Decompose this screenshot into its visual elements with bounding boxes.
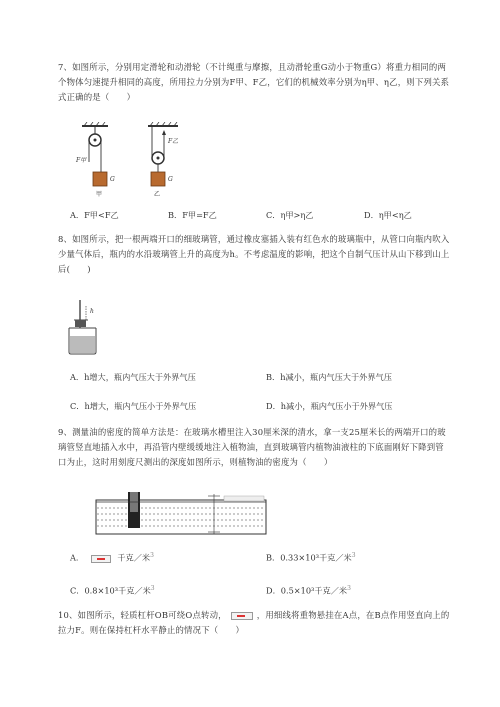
q9-option-d-text: D．0.5×10³千克／米 <box>266 585 348 596</box>
caption-right: 乙 <box>154 191 161 198</box>
q9-option-a-unit-sup: 3 <box>150 552 154 559</box>
q9-option-d-unit-sup: 3 <box>347 585 351 592</box>
q9-option-c <box>70 585 155 597</box>
q7-option-b: B．F甲=F乙 <box>168 210 217 220</box>
q8-option-b: B．h减小，瓶内气压大于外界气压 <box>266 372 392 382</box>
fraction-image <box>91 555 111 563</box>
label-g-left: G <box>110 176 115 183</box>
q8-option-a: A．h增大，瓶内气压大于外界气压 <box>70 372 196 382</box>
question-7-text: 7、如图所示，分别用定滑轮和动滑轮（不计绳重与摩擦，且动滑轮重G动小于物重G）将重力相同的两个物体匀速提升相同的高度，所用拉力分别为F甲、F乙，它们的机械效率分别为η甲、η乙，则下列关系式正确的是（ ） <box>58 62 450 102</box>
q9-option-d <box>266 585 351 597</box>
q9-option-b-unit-sup: 3 <box>351 552 356 559</box>
q7-option-c: C．η甲>η乙 <box>266 210 314 220</box>
barometer-figure <box>66 298 126 356</box>
label-f-right: F乙 <box>168 138 179 145</box>
question-9-text: 9、测量油的密度的简单方法是：在玻璃水槽里注入30厘米深的清水，拿一支25厘米长的两端开口的玻璃管竖直地插入水中，再沿管内壁缓缓地注入植物油，直到玻璃管内植物油液柱的下底面刚好下降到管口为止，这时用刻度尺测出的深度如图所示，则植物油的密度为（ ） <box>58 427 446 467</box>
q9-option-c-unit-sup: 3 <box>150 585 155 592</box>
q9-option-b-text: B．0.33×10³千克／米 <box>266 552 352 563</box>
label-g-right: G <box>168 176 173 183</box>
q7-option-d: D．η甲<η乙 <box>364 210 412 220</box>
q9-option-a <box>70 552 154 564</box>
label-h: h <box>90 308 94 315</box>
pulley-figure <box>78 122 198 202</box>
q8-option-c: C．h增大，瓶内气压小于外界气压 <box>70 401 197 411</box>
q8-option-d: D．h减小，瓶内气压小于外界气压 <box>266 401 393 411</box>
q9-option-a-label: A． <box>70 552 85 563</box>
label-f-left: F甲 <box>76 157 87 164</box>
q9-option-b <box>266 552 356 564</box>
q9-option-c-text: C．0.8×10³千克／米 <box>70 585 151 596</box>
q9-option-a-unit: 千克／米 <box>117 552 151 563</box>
question-8-text: 8、如图所示，把一根两端开口的细玻璃管，通过橡皮塞插入装有红色水的玻璃瓶中，从管口向瓶内吹入少量气体后，瓶内的水沿玻璃管上升的高度为h。不考虑温度的影响，把这个自制气压计从山下移到山上后( ) <box>58 234 450 274</box>
question-10-text <box>58 608 450 638</box>
inline-image <box>231 612 253 620</box>
oil-density-figure <box>94 488 274 536</box>
caption-left: 甲 <box>96 191 103 198</box>
question-10-text-a: 10、如图所示，轻质杠杆OB可绕O点转动， <box>58 610 227 620</box>
question-10-text-b: ，用细线将重物悬挂在A点，在B点作用竖直向上的拉力F。则在保持杠杆水平静止的情况下（ ） <box>58 610 450 635</box>
q7-option-a: A．F甲<F乙 <box>70 210 119 220</box>
